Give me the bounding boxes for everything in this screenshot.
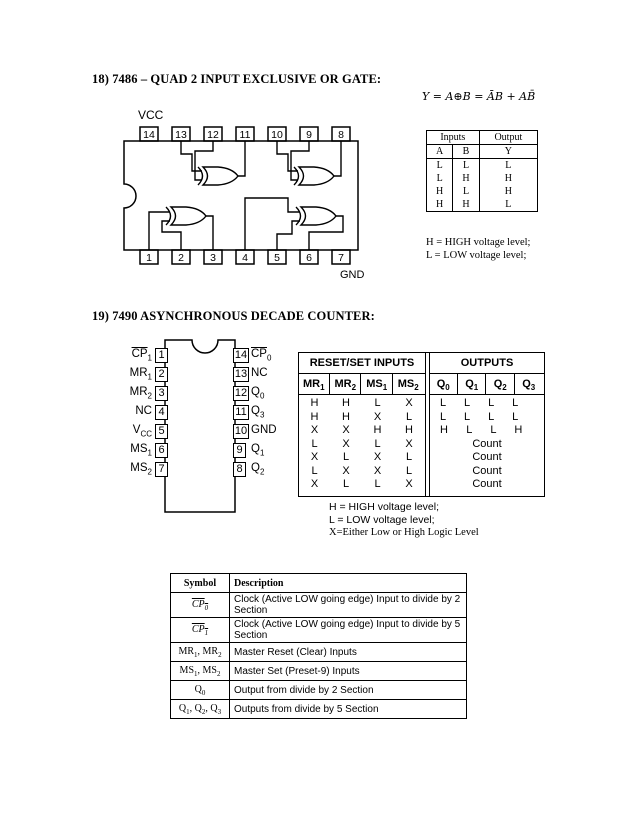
ft-col-q1: $Q_1$ [459,374,487,394]
ft-input-cell: H [310,410,319,423]
ic-body [165,340,235,512]
pin-12: 12 [207,129,219,141]
ft-input-cell: X [373,410,382,423]
desc-symbol [171,593,230,618]
right-pin-label-gnd: GND [251,424,277,436]
pin-10: 10 [271,129,283,141]
pin-5: 5 [274,252,280,264]
ft-output-cell: Count [472,451,502,463]
tt-cell: H [479,185,537,198]
ft-input-header [299,374,425,395]
ft-input-cell: L [374,437,381,450]
tt-cell: H [427,198,453,212]
pin-13: 13 [175,129,187,141]
ft-input-cell: X [373,464,382,477]
section-18-heading: 18) 7486 – QUAD 2 INPUT EXCLUSIVE OR GATE: [92,72,382,86]
left-pin-5: 5 [155,424,168,439]
ft-output-cell: L L L L [440,397,519,409]
desc-symbol: $MS_1$, $MS_2$ [171,662,230,681]
tt-group-inputs: Inputs [427,131,480,145]
desc-text: Master Set (Preset-9) Inputs [230,662,467,681]
desc-text: Output from divide by 2 Section [230,681,467,700]
ft-input-cell: H [342,397,350,409]
ft-input-cell: L [342,451,350,463]
ft-input-cell: X [405,478,413,490]
right-pin-label-q2: $Q_2$ [251,462,265,477]
right-pin-11: 11 [233,405,249,420]
ft-col-q3: $Q_3$ [522,378,536,393]
left-pin-label-ms1: $MS_1$ [130,443,152,458]
ft-input-cell: L [342,478,350,490]
xor-truth-table [426,130,538,212]
gnd-label: GND [340,269,365,281]
counter-function-table [298,352,545,497]
ft-input-cell: H [405,424,413,436]
ft-input-cell: H [373,424,382,436]
left-pin-label-mr2: $MR_2$ [129,386,152,401]
pin-description-table [170,573,467,719]
pin-11: 11 [239,129,251,141]
right-pin-14: 14 [234,349,248,361]
desc-header-description: Description [230,574,467,593]
ft-output-cell: H L L H [440,424,523,436]
symbol-cp0: $CP_0$ [191,598,209,612]
ft-input-cell: L [374,478,381,490]
ft-col-mr1: $MR_1$ [299,374,330,394]
pin-1: 1 [146,252,152,264]
ft-col-ms1: $MS_1$ [362,374,393,394]
pin-7: 7 [338,252,344,264]
right-pin-label-cp0: $\overline{CP}_0$ [251,348,272,363]
left-pin-label-mr1: $MR_1$ [129,367,152,382]
ft-col-q0: $Q_0$ [430,374,458,394]
ft-input-cell: L [374,397,381,409]
right-pin-label-nc: NC [251,367,268,379]
left-pin-label-ms2: $MS_2$ [130,462,152,477]
desc-text: Clock (Active LOW going edge) Input to divide by 2 Section [230,593,467,618]
note-low-18: L = LOW voltage level; [426,250,527,261]
section-19-heading: 19) 7490 ASYNCHRONOUS DECADE COUNTER: [92,309,375,323]
tt-cell: L [427,159,453,173]
right-pin-8: 8 [233,462,246,477]
tt-col-y: Y [479,145,537,159]
right-pin-12: 12 [234,387,248,399]
tt-cell: L [453,185,479,198]
note-x-19: X=Either Low or High Logic Level [329,527,479,538]
ft-col-ms2: $MS_2$ [397,378,419,393]
right-pin-10: 10 [234,425,248,437]
left-pin-1: 1 [155,348,168,363]
ft-col-mr2: $MR_2$ [331,374,362,394]
ft-input-cell: X [310,424,319,436]
note-high-19: H = HIGH voltage level; [329,501,440,513]
ft-input-cell: L [311,437,318,450]
pin-2: 2 [178,252,184,264]
ic-7486-pinout [110,102,372,282]
ft-output-cell: Count [472,478,502,490]
ft-input-cell: X [373,451,382,463]
desc-text: Outputs from divide by 5 Section [230,700,467,719]
pin-14: 14 [143,129,155,141]
desc-symbol [171,618,230,643]
left-pin-4: 4 [155,405,168,420]
desc-symbol: $MR_1$, $MR_2$ [171,643,230,662]
pin-4: 4 [242,252,248,264]
ft-input-cell: L [405,464,413,477]
pin-6: 6 [306,252,312,264]
ft-output-header [430,374,544,395]
ft-input-cell: X [342,424,350,436]
tt-cell: H [479,172,537,185]
vcc-label: VCC [138,108,164,122]
xor-formula: Y = A⊕B = ĀB + AB̄ [422,90,536,103]
right-pin-9: 9 [233,443,246,458]
desc-text: Master Reset (Clear) Inputs [230,643,467,662]
note-low-19: L = LOW voltage level; [329,514,435,526]
ic-body [124,141,358,250]
right-pin-label-q1: $Q_1$ [251,443,265,458]
ft-input-cell: X [342,437,350,450]
ft-input-cell: X [405,437,413,450]
pin-3: 3 [210,252,216,264]
tt-cell: L [479,198,537,212]
tt-cell: L [479,159,537,173]
tt-cell: H [427,185,453,198]
tt-cell: H [453,172,479,185]
ft-output-cell: Count [472,464,502,477]
ft-input-cell: X [405,397,413,409]
desc-text: Clock (Active LOW going edge) Input to divide by 5 Section [230,618,467,643]
ft-input-cell: X [342,464,350,477]
desc-symbol: $Q_1$, $Q_2$, $Q_3$ [171,700,230,719]
ft-input-cell: H [310,397,319,409]
tt-cell: L [453,159,479,173]
left-pin-7: 7 [155,462,168,477]
tt-group-output: Output [479,131,537,145]
left-pin-label-vcc: $V_{CC}$ [132,424,152,439]
pin-8: 8 [338,129,344,141]
right-pin-label-q0: $Q_0$ [251,386,265,401]
ft-input-cell: X [310,478,319,490]
ft-input-cell: H [342,410,350,423]
ft-output-cell: Count [472,437,502,450]
ft-group-outputs: OUTPUTS [430,353,544,374]
desc-symbol: $Q_0$ [171,681,230,700]
note-high-18: H = HIGH voltage level; [426,237,531,248]
tt-cell: H [453,198,479,212]
ft-group-reset: RESET/SET INPUTS [299,353,425,374]
ft-col-q2: $Q_2$ [487,374,515,394]
ft-input-cell: X [310,451,319,463]
right-pin-label-q3: $Q_3$ [251,405,265,420]
right-pin-13: 13 [234,368,248,380]
ft-input-cell: L [405,451,413,463]
left-pin-label-nc: NC [135,405,152,417]
pin-9: 9 [306,129,312,141]
ft-input-cell: L [405,410,413,423]
left-pin-3: 3 [155,386,168,401]
left-pin-2: 2 [155,367,168,382]
ft-output-cell: L L L L [440,410,519,423]
left-pin-6: 6 [155,443,168,458]
tt-col-b: B [453,145,479,159]
ft-input-cell: L [311,464,318,477]
left-pin-label-cp1: $\overline{CP}_1$ [131,348,152,363]
symbol-cp1: $CP_1$ [191,623,209,637]
tt-cell: L [427,172,453,185]
desc-header-symbol: Symbol [171,574,230,593]
tt-col-a: A [427,145,453,159]
